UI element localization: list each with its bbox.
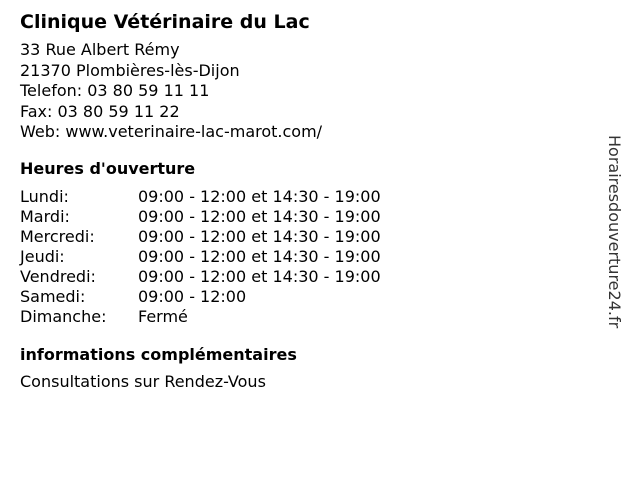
day-label: Mardi: [20, 206, 70, 226]
hours-value: 09:00 - 12:00 et 14:30 - 19:00 [138, 226, 381, 246]
day-label: Samedi: [20, 286, 86, 306]
website-link[interactable]: Web: www.veterinaire-lac-marot.com/ [20, 122, 323, 141]
opening-hours-heading: Heures d'ouverture [20, 158, 196, 178]
clinic-name: Clinique Vétérinaire du Lac [20, 11, 310, 33]
additional-info-text: Consultations sur Rendez-Vous [20, 371, 266, 391]
day-label: Vendredi: [20, 266, 96, 286]
hours-value: Fermé [138, 306, 188, 326]
hours-value: 09:00 - 12:00 et 14:30 - 19:00 [138, 266, 381, 286]
hours-value: 09:00 - 12:00 et 14:30 - 19:00 [138, 186, 381, 206]
site-watermark: Horairesdouverture24.fr [605, 135, 624, 329]
fax-number: Fax: 03 80 59 11 22 [20, 101, 180, 121]
hours-value: 09:00 - 12:00 et 14:30 - 19:00 [138, 246, 381, 266]
day-label: Dimanche: [20, 306, 107, 326]
day-label: Lundi: [20, 186, 69, 206]
hours-value: 09:00 - 12:00 [138, 286, 247, 306]
day-label: Mercredi: [20, 226, 95, 246]
hours-value: 09:00 - 12:00 et 14:30 - 19:00 [138, 206, 381, 226]
day-label: Jeudi: [20, 246, 65, 266]
address-line-2: 21370 Plombières-lès-Dijon [20, 60, 240, 80]
phone-number: Telefon: 03 80 59 11 11 [20, 81, 210, 100]
additional-info-heading: informations complémentaires [20, 344, 297, 364]
address-line-1: 33 Rue Albert Rémy [20, 40, 180, 59]
clinic-card [20, 8, 600, 392]
opening-hours-table [20, 187, 600, 327]
